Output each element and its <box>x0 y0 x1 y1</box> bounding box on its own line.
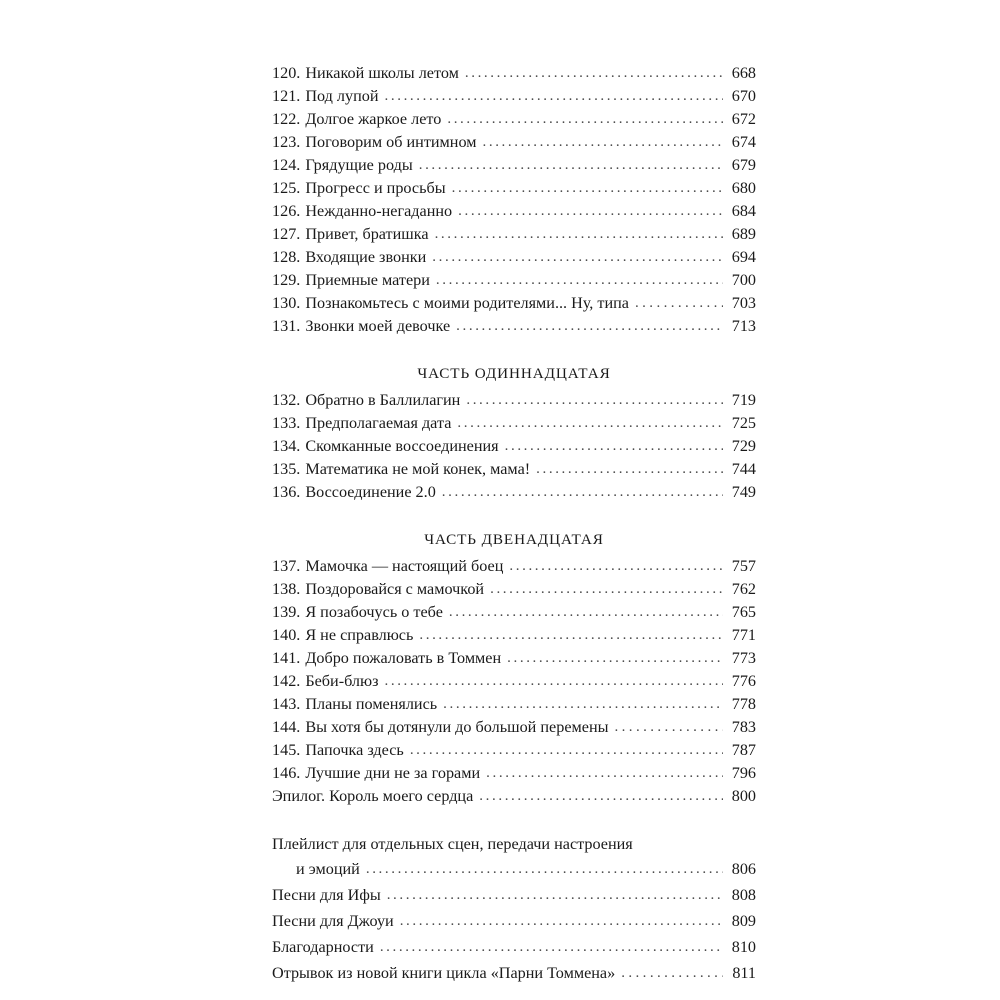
entry-title: Мамочка — настоящий боец <box>305 557 504 575</box>
entry-number: 122. <box>272 110 301 128</box>
entry-number: 126. <box>272 202 301 220</box>
dot-leader <box>436 269 723 291</box>
entry-page-number: 809 <box>731 912 756 930</box>
entry-number: 130. <box>272 294 301 312</box>
entry-page-number: 796 <box>731 764 756 782</box>
toc-entry[interactable] <box>272 716 756 739</box>
toc-entry[interactable] <box>272 62 756 85</box>
toc-entry[interactable] <box>272 762 756 785</box>
toc-entry[interactable] <box>272 647 756 670</box>
entry-page-number: 725 <box>731 414 756 432</box>
dot-leader <box>483 131 724 153</box>
dot-leader <box>447 108 723 130</box>
toc-entry-playlist[interactable] <box>272 832 756 883</box>
entry-page-number: 765 <box>731 603 756 621</box>
entry-page-number: 773 <box>731 649 756 667</box>
entry-page-number: 679 <box>731 156 756 174</box>
dot-leader <box>385 670 724 692</box>
toc-entry[interactable] <box>272 154 756 177</box>
toc-entry[interactable] <box>272 223 756 246</box>
dot-leader <box>465 62 723 84</box>
toc-entry[interactable] <box>272 624 756 647</box>
toc-entry[interactable] <box>272 131 756 154</box>
dot-leader <box>435 223 723 245</box>
dot-leader <box>443 693 723 715</box>
entry-page-number: 729 <box>731 437 756 455</box>
entry-title: Предполагаемая дата <box>305 414 452 432</box>
toc-entry[interactable] <box>272 246 756 269</box>
entry-page-number: 757 <box>731 557 756 575</box>
toc-entry[interactable] <box>272 578 756 601</box>
entry-title: Звонки моей девочке <box>305 317 451 335</box>
dot-leader <box>458 200 723 222</box>
toc-entry[interactable] <box>272 389 756 412</box>
dot-leader <box>449 601 723 623</box>
toc-entry[interactable] <box>272 315 756 338</box>
entry-number: 135. <box>272 460 301 478</box>
entry-number: 141. <box>272 649 301 667</box>
entry-page-number: 672 <box>731 110 756 128</box>
entry-number: 120. <box>272 64 301 82</box>
entry-title-line2: и эмоций <box>296 860 360 878</box>
entry-number: 138. <box>272 580 301 598</box>
entry-number: 123. <box>272 133 301 151</box>
dot-leader <box>621 961 723 986</box>
entry-title: Беби-блюз <box>305 672 379 690</box>
toc-entry[interactable] <box>272 961 756 987</box>
entry-page-number: 670 <box>731 87 756 105</box>
entry-number: 125. <box>272 179 301 197</box>
entry-number: 142. <box>272 672 301 690</box>
entry-page-number: 783 <box>731 718 756 736</box>
dot-leader <box>410 739 723 761</box>
toc-entry[interactable] <box>272 108 756 131</box>
entry-page-number: 762 <box>731 580 756 598</box>
dot-leader <box>505 435 723 457</box>
entry-title: Входящие звонки <box>305 248 427 266</box>
toc-entry[interactable] <box>272 412 756 435</box>
entry-title: Лучшие дни не за горами <box>305 764 481 782</box>
toc-entry[interactable] <box>272 85 756 108</box>
toc-entry[interactable] <box>272 177 756 200</box>
entry-number: 131. <box>272 317 301 335</box>
part-heading: ЧАСТЬ ДВЕНАДЦАТАЯ <box>424 531 604 548</box>
toc-entry[interactable] <box>272 739 756 762</box>
entry-number: 132. <box>272 391 301 409</box>
entry-page-number: 808 <box>731 886 756 904</box>
entry-page-number: 800 <box>731 787 756 805</box>
dot-leader <box>486 762 723 784</box>
entry-number: 124. <box>272 156 301 174</box>
toc-entry[interactable] <box>272 435 756 458</box>
toc-entry[interactable] <box>272 458 756 481</box>
entry-number: 146. <box>272 764 301 782</box>
dot-leader <box>419 154 723 176</box>
entry-title: Вы хотя бы дотянули до большой перемены <box>305 718 609 736</box>
dot-leader <box>536 458 723 480</box>
entry-page-number: 674 <box>731 133 756 151</box>
dot-leader <box>419 624 723 646</box>
entry-page-number: 811 <box>732 964 756 982</box>
entry-title: Планы поменялись <box>305 695 438 713</box>
entry-number: 136. <box>272 483 301 501</box>
entry-title: Благодарности <box>272 938 374 956</box>
entry-page-number: 713 <box>731 317 756 335</box>
entry-title: Папочка здесь <box>305 741 404 759</box>
entry-title: Долгое жаркое лето <box>305 110 442 128</box>
entry-number: 143. <box>272 695 301 713</box>
entry-title: Грядущие роды <box>305 156 413 174</box>
entry-title: Познакомьтесь с моими родителями... Ну, типа <box>305 294 629 312</box>
dot-leader <box>507 647 723 669</box>
dot-leader <box>400 909 723 934</box>
entry-title: Нежданно-негаданно <box>305 202 453 220</box>
dot-leader <box>366 857 723 882</box>
dot-leader <box>615 716 724 738</box>
toc-entry[interactable] <box>272 883 756 909</box>
entry-title: Прогресс и просьбы <box>305 179 446 197</box>
entry-number: 145. <box>272 741 301 759</box>
entry-title: Песни для Ифы <box>272 886 381 904</box>
entry-title: Поговорим об интимном <box>305 133 477 151</box>
toc-entry[interactable] <box>272 935 756 961</box>
entry-page-number: 776 <box>731 672 756 690</box>
entry-page-number: 744 <box>731 460 756 478</box>
entry-page-number: 694 <box>731 248 756 266</box>
entry-title: Под лупой <box>305 87 379 105</box>
dot-leader <box>466 389 723 411</box>
dot-leader <box>452 177 723 199</box>
toc-entry[interactable] <box>272 670 756 693</box>
toc-entry[interactable] <box>272 481 756 504</box>
toc-entry[interactable] <box>272 269 756 292</box>
entry-page-number: 684 <box>731 202 756 220</box>
entry-page-number: 806 <box>731 860 756 878</box>
entry-page-number: 700 <box>731 271 756 289</box>
entry-page-number: 778 <box>731 695 756 713</box>
entry-title: Обратно в Баллилагин <box>305 391 461 409</box>
entry-number: 128. <box>272 248 301 266</box>
entry-title: Скомканные воссоединения <box>305 437 499 455</box>
entry-page-number: 749 <box>731 483 756 501</box>
dot-leader <box>387 883 723 908</box>
section-spacer <box>272 338 756 363</box>
entry-title: Приемные матери <box>305 271 430 289</box>
toc-entry[interactable] <box>272 693 756 716</box>
toc-entry[interactable] <box>272 909 756 935</box>
toc-container <box>272 62 756 987</box>
dot-leader <box>380 935 723 960</box>
toc-entry-epilogue[interactable] <box>272 785 756 808</box>
entry-title: Я позабочусь о тебе <box>305 603 443 621</box>
entry-number: 137. <box>272 557 301 575</box>
toc-entry[interactable] <box>272 555 756 578</box>
entry-number: 134. <box>272 437 301 455</box>
entry-page-number: 668 <box>731 64 756 82</box>
entry-number: 121. <box>272 87 301 105</box>
entry-title: Никакой школы летом <box>305 64 459 82</box>
entry-title: Привет, братишка <box>305 225 429 243</box>
dot-leader <box>635 292 723 314</box>
toc-section <box>272 389 756 504</box>
dot-leader <box>456 315 723 337</box>
entry-number: 127. <box>272 225 301 243</box>
dot-leader <box>490 578 723 600</box>
entry-title: Отрывок из новой книги цикла «Парни Томмена» <box>272 964 616 982</box>
entry-title-line1: Плейлист для отдельных сцен, передачи настроения <box>272 835 633 853</box>
toc-section <box>272 555 756 808</box>
entry-page-number: 680 <box>731 179 756 197</box>
part-heading: ЧАСТЬ ОДИННАДЦАТАЯ <box>417 365 611 382</box>
entry-title: Математика не мой конек, мама! <box>305 460 531 478</box>
dot-leader <box>442 481 723 503</box>
dot-leader <box>385 85 723 107</box>
entry-title: Добро пожаловать в Томмен <box>305 649 502 667</box>
entry-page-number: 689 <box>731 225 756 243</box>
entry-number: 140. <box>272 626 301 644</box>
toc-section <box>272 62 756 338</box>
entry-number: 133. <box>272 414 301 432</box>
entry-title: Воссоединение 2.0 <box>305 483 436 501</box>
entry-number: 144. <box>272 718 301 736</box>
dot-leader <box>457 412 723 434</box>
entry-page-number: 703 <box>731 294 756 312</box>
entry-title: Я не справлюсь <box>305 626 414 644</box>
entry-title: Поздоровайся с мамочкой <box>305 580 485 598</box>
toc-entry[interactable] <box>272 200 756 223</box>
dot-leader <box>509 555 723 577</box>
entry-title: Эпилог. Король моего сердца <box>272 787 474 805</box>
section-spacer <box>272 504 756 529</box>
entry-page-number: 719 <box>731 391 756 409</box>
entry-page-number: 771 <box>731 626 756 644</box>
toc-entry[interactable] <box>272 292 756 315</box>
entry-page-number: 810 <box>731 938 756 956</box>
entry-title: Песни для Джоуи <box>272 912 394 930</box>
dot-leader <box>432 246 723 268</box>
dot-leader <box>479 785 723 807</box>
toc-entry[interactable] <box>272 601 756 624</box>
entry-page-number: 787 <box>731 741 756 759</box>
entry-number: 129. <box>272 271 301 289</box>
entry-number: 139. <box>272 603 301 621</box>
backmatter-section <box>272 832 756 987</box>
